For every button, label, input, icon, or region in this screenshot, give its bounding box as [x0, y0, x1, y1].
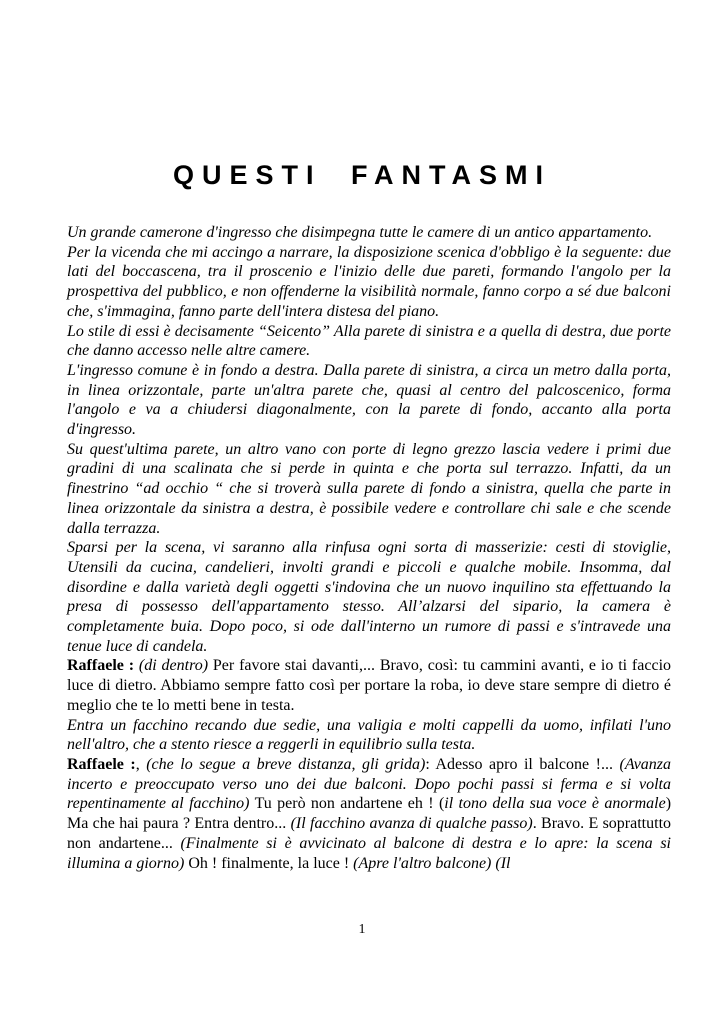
stage-direction-paragraph: Per la vicenda che mi accingo a narrare, la disposizione scenica d'obbligo è la seguente: due lati del boccascena, tra il proscenio e l'inizio delle due pareti, formando l'angolo per la prospettiva del pubblico, e non offenderne la visibilità normale, fanno corpo a sé due balconi che, s'immagina, fanno parte dell'intera distesa del piano.: [67, 243, 671, 320]
page-title: QUESTI FANTASMI: [172, 160, 551, 190]
dialogue-text: ,: [135, 755, 147, 773]
stage-direction-paragraph: Entra un facchino recando due sedie, una valigia e molti cappelli da uomo, infilati l'uno nell'altro, che a stento riesce a reggerli in equilibrio sulla testa.: [67, 716, 671, 754]
stage-direction: il tono della sua voce è anormale: [444, 795, 666, 813]
stage-direction-paragraph: Sparsi per la scena, vi saranno alla rinfusa ogni sorta di masserizie: cesti di stoviglie, Utensili da cucina, candelieri, involti grandi e piccoli e qualche mobile. Insomma, dal disordine e dalla varietà degli oggetti s'indovina che un nuovo inquilino sta effettuando la presa di possesso dell'appartamento stesso. All’alzarsi del sipario, la camera è completamente buia. Dopo poco, si ode dall'interno un rumore di passi e s'intravede una tenue luce di candela.: [67, 539, 671, 655]
stage-direction: (Il facchino avanza di qualche passo): [290, 815, 533, 833]
speaker-name: Raffaele :: [67, 755, 136, 773]
dialogue-text: . Bravo. E soprattutto non andartene...: [67, 815, 672, 852]
stage-direction: (Finalmente si è avvicinato al balcone di destra e lo apre: la scena si illumina a giorno): [67, 834, 671, 872]
dialogue-text: Oh ! finalmente, la luce !: [184, 854, 354, 872]
stage-direction-paragraph: Un grande camerone d'ingresso che disimpegna tutte le camere di un antico appartamento.: [67, 224, 653, 241]
dialogue-text: : Adesso apro il balcone !...: [425, 755, 620, 773]
stage-direction: (Apre l'altro balcone) (Il: [353, 854, 511, 872]
script-body: [67, 223, 671, 873]
stage-direction-paragraph: Lo stile di essi è decisamente “Seicento” Alla parete di sinistra e a quella di destra, due porte che danno accesso nelle altre camere.: [67, 322, 671, 360]
speaker-name: Raffaele :: [67, 657, 135, 675]
stage-direction: (che lo segue a breve distanza, gli grida): [146, 755, 426, 773]
page-number: 1: [358, 922, 366, 937]
dialogue-text: Per favore stai davanti,... Bravo, così: tu cammini avanti, e io ti faccio luce di dietro. Abbiamo sempre fatto così per portare la roba, io deve stare sempre di dietro é meglio che te lo metti bene in testa.: [67, 657, 672, 714]
stage-direction-paragraph: Su quest'ultima parete, un altro vano con porte di legno grezzo lascia vedere i primi due gradini di una scalinata che si perde in quinta e che porta sul terrazzo. Infatti, da un finestrino “ad occhio “ che si troverà sulla parete di fondo a sinistra, quella che parte in linea orizzontale da sinistra a destra, è possibile vedere e controllare chi sale e che scende dalla terrazza.: [67, 440, 671, 537]
stage-direction: (Avanza incerto e preoccupato verso uno dei due balconi. Dopo pochi passi si ferma e si volta repentinamente al facchino): [67, 755, 672, 813]
stage-direction-paragraph: L'ingresso comune è in fondo a destra. Dalla parete di sinistra, a circa un metro dalla porta, in linea orizzontale, parte un'altra parete che, quasi al centro del palcoscenico, forma l'angolo e va a chiudersi diagonalmente, con la parete di fondo, accanto alla porta d'ingresso.: [67, 361, 671, 439]
stage-direction: (di dentro): [138, 657, 209, 675]
dialogue-paragraph: [67, 656, 671, 715]
dialogue-paragraph: [67, 755, 671, 873]
dialogue-text: Tu però non andartene eh ! (: [249, 795, 445, 813]
dialogue-text: ) Ma che hai paura ? Entra dentro...: [67, 795, 672, 833]
